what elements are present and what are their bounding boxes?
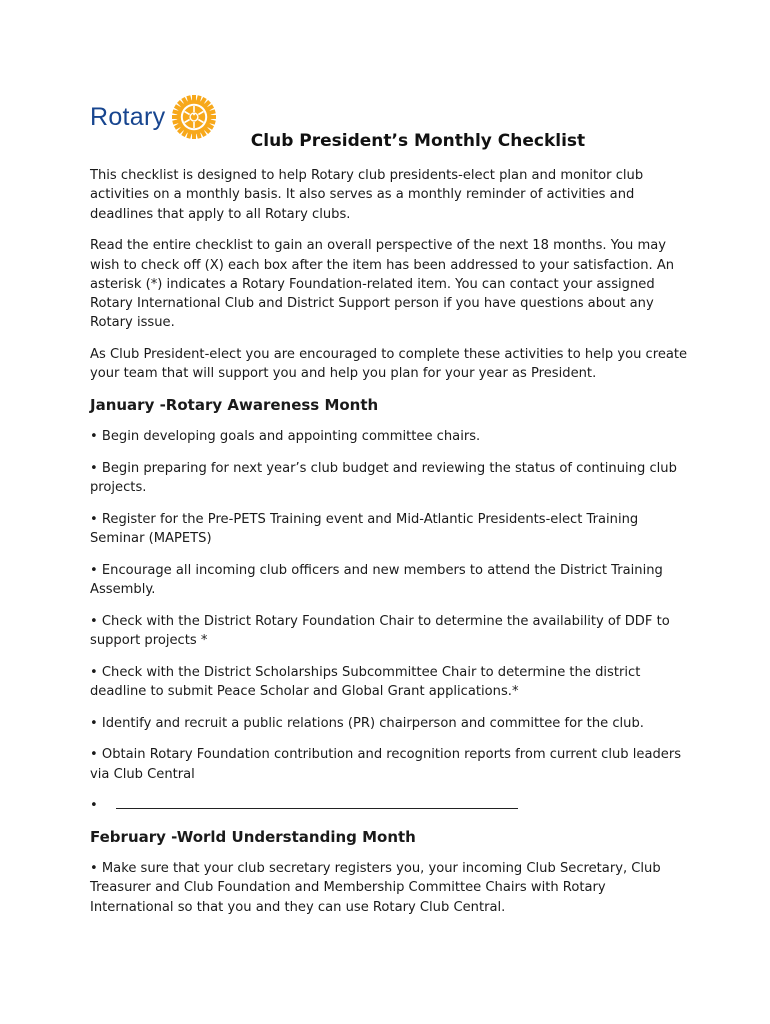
section-heading-january: January -Rotary Awareness Month bbox=[90, 396, 379, 415]
checklist-item: • Check with the District Scholarships Subcommittee Chair to determine the district deadline to submit Peace Scholar and Global Grant applications.* bbox=[90, 664, 641, 700]
page-title: Club President’s Monthly Checklist bbox=[250, 131, 586, 151]
january-checklist bbox=[90, 427, 690, 816]
intro-paragraph: As Club President-elect you are encouraged to complete these activities to help you create your team that will support you and help you plan for your year as President. bbox=[90, 347, 688, 382]
checklist-item: • Register for the Pre-PETS Training event and Mid-Atlantic Presidents-elect Training Seminar (MAPETS) bbox=[90, 511, 639, 547]
bullet-marker: • bbox=[90, 798, 98, 814]
february-checklist bbox=[90, 859, 690, 917]
fill-in-line[interactable] bbox=[116, 796, 518, 809]
checklist-item: • Begin preparing for next year’s club budget and reviewing the status of continuing club projects. bbox=[90, 460, 677, 496]
intro-paragraph: Read the entire checklist to gain an overall perspective of the next 18 months. You may wish to check off (X) each box after the item has been addressed to your satisfaction. An asterisk (*) indicates a Rotary Foundation-related item. You can contact your assigned Rotary International Club and District Support person if you have questions about any Rotary issue. bbox=[90, 238, 675, 331]
checklist-item: • Encourage all incoming club officers and new members to attend the District Training Assembly. bbox=[90, 562, 663, 598]
intro-paragraph: This checklist is designed to help Rotary club presidents-elect plan and monitor club activities on a monthly basis. It also serves as a monthly reminder of activities and deadlines that apply to all Rotary clubs. bbox=[90, 168, 644, 222]
checklist-item: • Obtain Rotary Foundation contribution and recognition reports from current club leaders via Club Central bbox=[90, 747, 682, 782]
checklist-item: • Make sure that your club secretary registers you, your incoming Club Secretary, Club Treasurer and Club Foundation and Membership Committee Chairs with Rotary International so that you and they can use Rotary Club Central. bbox=[90, 861, 661, 915]
checklist-item: • Identify and recruit a public relations (PR) chairperson and committee for the club. bbox=[90, 715, 644, 731]
section-heading-february: February -World Understanding Month bbox=[90, 828, 416, 847]
checklist-content bbox=[90, 166, 690, 929]
checklist-item: • Begin developing goals and appointing committee chairs. bbox=[90, 429, 481, 445]
logo-wordmark: Rotary bbox=[90, 102, 166, 131]
blank-checklist-item bbox=[90, 796, 690, 815]
checklist-item: • Check with the District Rotary Foundation Chair to determine the availability of DDF to support projects * bbox=[90, 613, 670, 649]
